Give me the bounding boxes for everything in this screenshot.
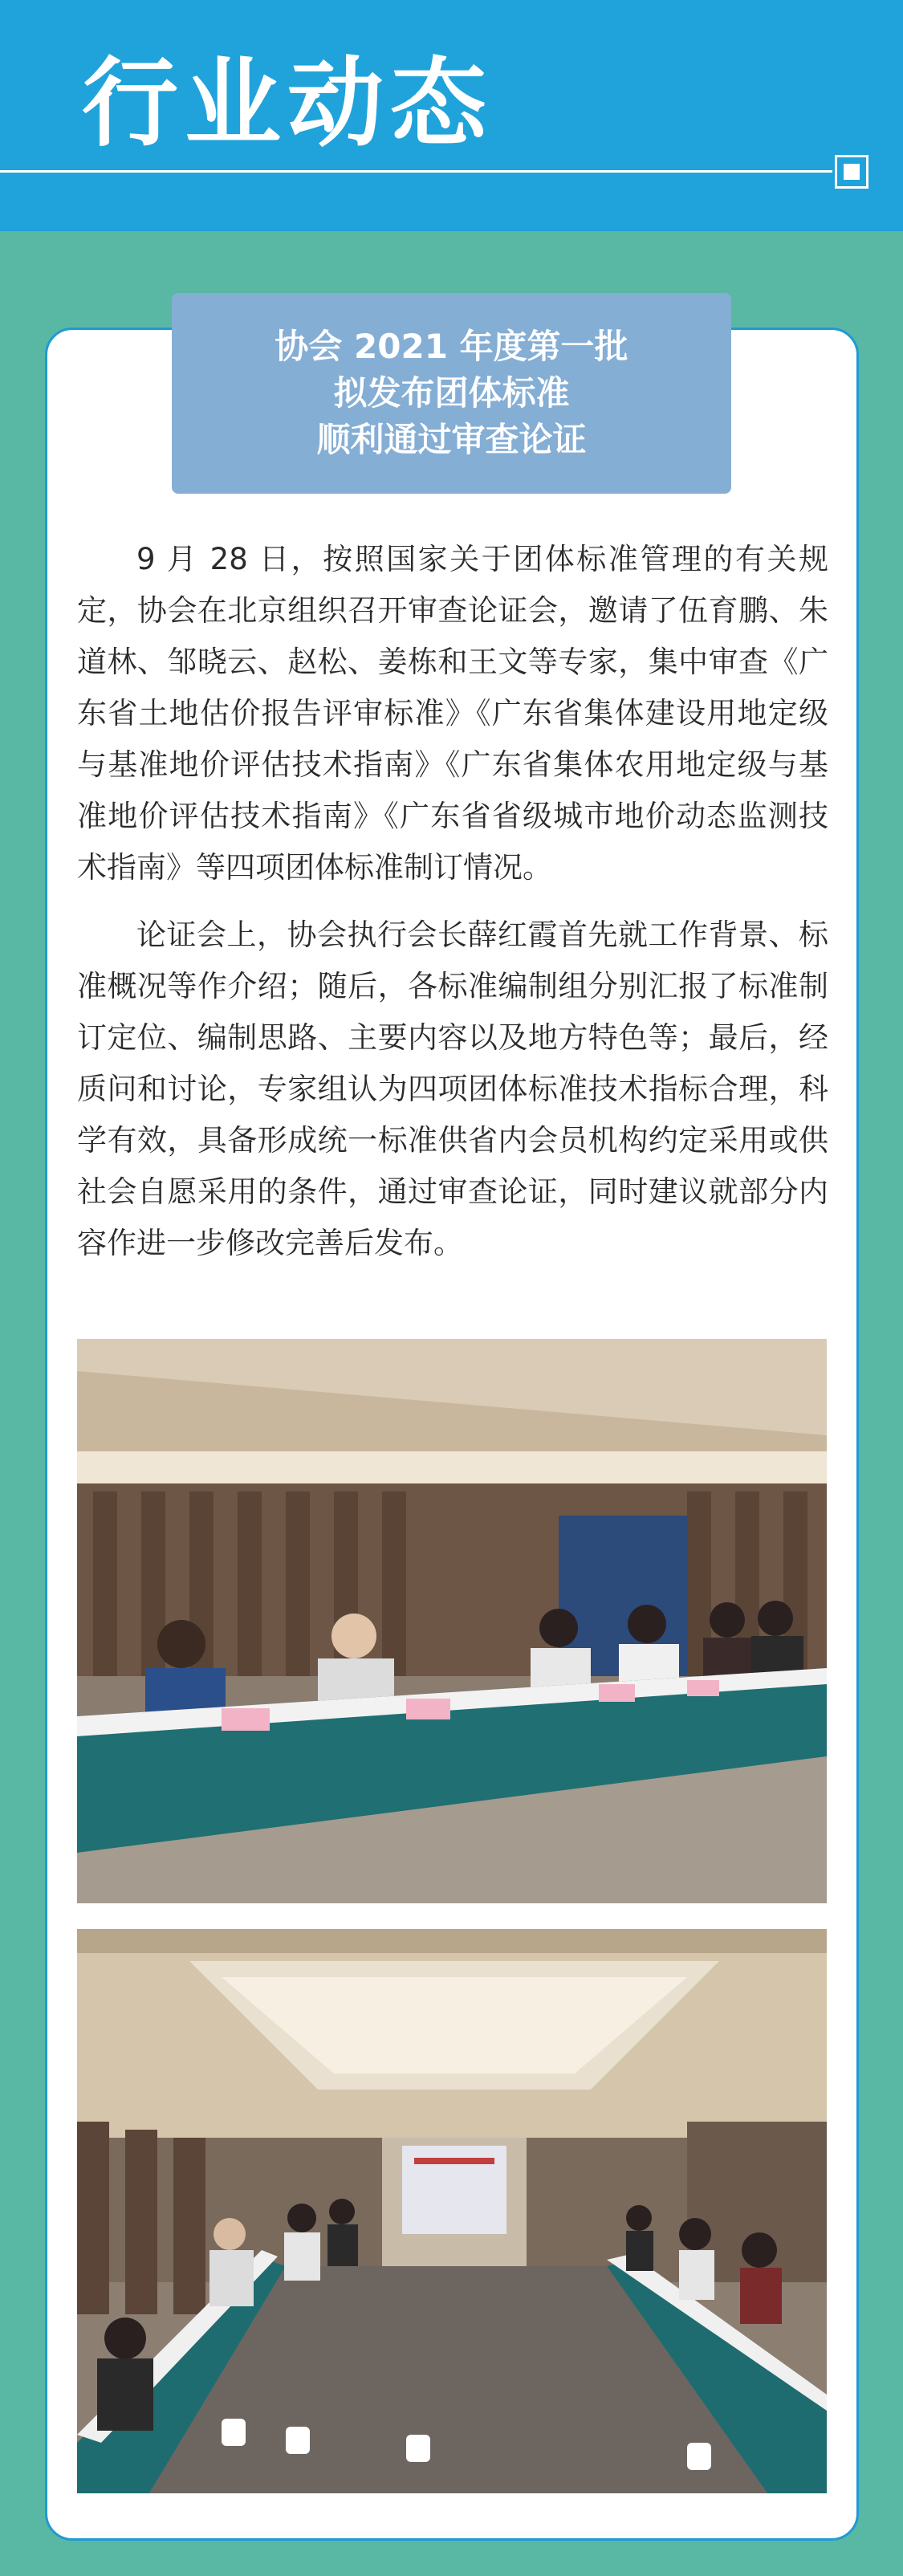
- article-paragraph: 论证会上，协会执行会长薛红霞首先就工作背景、标准概况等作介绍；随后，各标准编制组分别汇报了标准制订定位、编制思路、主要内容以及地方特色等；最后，经质问和讨论，专家组认为四项团体标准技术指标合理，科学有效，具备形成统一标准供省内会员机构约定采用或供社会自愿采用的条件，通过审查论证，同时建议就部分内容作进一步修改完善后发布。: [77, 918, 828, 1260]
- article-title-line: 顺利通过审查论证: [316, 420, 587, 459]
- article-paragraph: 9 月 28 日，按照国家关于团体标准管理的有关规定，协会在北京组织召开审查论证会，邀请了伍育鹏、朱道林、邹晓云、赵松、姜栋和王文等专家，集中审查《广东省土地估价报告评审标准》《广东省集体建设用地定级与基准地价评估技术指南》《广东省集体农用地定级与基准地价评估技术指南》《广东省省级城市地价动态监测技术指南》等四项团体标准制订情况。: [77, 542, 828, 885]
- article-title-line: 协会 2021 年度第一批: [275, 327, 628, 366]
- meeting-photo-1-image: [77, 1339, 827, 1903]
- meeting-photo-2-image: [77, 1929, 827, 2493]
- meeting-photo-2: [77, 1929, 827, 2493]
- meeting-photo-1: [77, 1339, 827, 1903]
- article-title-box: [172, 293, 731, 494]
- square-icon: [835, 155, 868, 189]
- header-divider: [0, 170, 832, 173]
- article-title-line: 拟发布团体标准: [333, 373, 570, 413]
- section-title: 行业动态: [82, 48, 493, 160]
- header-banner: [0, 0, 903, 231]
- article-body: [77, 534, 828, 1285]
